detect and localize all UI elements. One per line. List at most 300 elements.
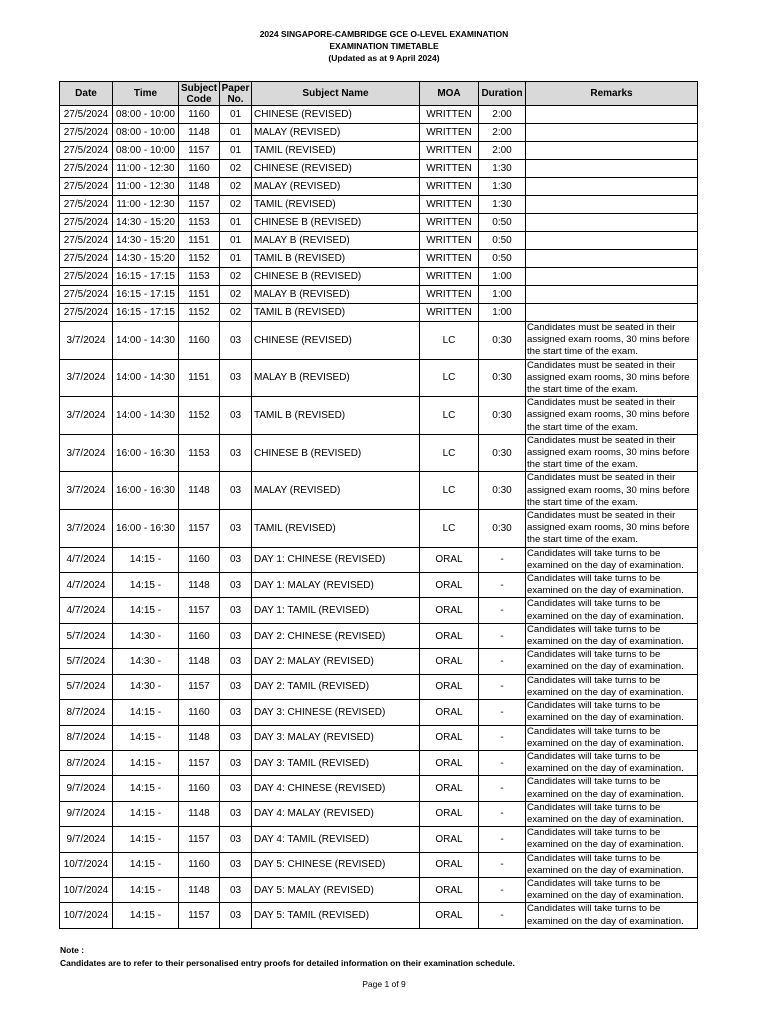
cell-subject-code: 1148 (179, 472, 220, 510)
cell-remarks: Candidates will take turns to be examined on the day of examination. (526, 573, 698, 598)
cell-paper-no: 03 (220, 510, 252, 548)
cell-time: 08:00 - 10:00 (113, 142, 179, 160)
cell-time: 16:15 - 17:15 (113, 268, 179, 286)
cell-subject-code: 1153 (179, 434, 220, 472)
cell-subject-name: CHINESE (REVISED) (252, 160, 420, 178)
cell-duration: 2:00 (479, 124, 526, 142)
cell-time: 14:00 - 14:30 (113, 359, 179, 397)
cell-remarks (526, 250, 698, 268)
cell-subject-code: 1157 (179, 750, 220, 775)
table-row (60, 397, 698, 435)
cell-subject-name: DAY 4: CHINESE (REVISED) (252, 776, 420, 801)
cell-duration: 1:00 (479, 268, 526, 286)
cell-moa: ORAL (420, 700, 479, 725)
cell-paper-no: 03 (220, 649, 252, 674)
cell-moa: ORAL (420, 598, 479, 623)
cell-subject-code: 1157 (179, 510, 220, 548)
cell-duration: - (479, 623, 526, 648)
cell-subject-name: TAMIL B (REVISED) (252, 250, 420, 268)
cell-subject-code: 1160 (179, 623, 220, 648)
cell-duration: - (479, 674, 526, 699)
cell-remarks: Candidates will take turns to be examined on the day of examination. (526, 877, 698, 902)
cell-date: 9/7/2024 (60, 801, 113, 826)
table-row (60, 106, 698, 124)
table-row (60, 903, 698, 928)
cell-moa: WRITTEN (420, 178, 479, 196)
table-row (60, 322, 698, 360)
table-header-row (60, 82, 698, 106)
cell-date: 5/7/2024 (60, 623, 113, 648)
cell-paper-no: 02 (220, 160, 252, 178)
table-row (60, 250, 698, 268)
note-title: Note : (60, 945, 85, 955)
cell-remarks: Candidates will take turns to be examined on the day of examination. (526, 903, 698, 928)
table-row (60, 598, 698, 623)
cell-date: 8/7/2024 (60, 725, 113, 750)
cell-subject-name: MALAY B (REVISED) (252, 359, 420, 397)
cell-remarks (526, 142, 698, 160)
cell-date: 8/7/2024 (60, 750, 113, 775)
cell-paper-no: 03 (220, 623, 252, 648)
table-row (60, 214, 698, 232)
cell-time: 14:15 - (113, 776, 179, 801)
cell-moa: WRITTEN (420, 106, 479, 124)
cell-subject-name: MALAY (REVISED) (252, 124, 420, 142)
cell-subject-code: 1157 (179, 903, 220, 928)
cell-paper-no: 03 (220, 877, 252, 902)
cell-subject-name: DAY 4: MALAY (REVISED) (252, 801, 420, 826)
cell-remarks (526, 160, 698, 178)
cell-time: 14:30 - (113, 649, 179, 674)
cell-duration: 0:30 (479, 510, 526, 548)
cell-paper-no: 03 (220, 903, 252, 928)
cell-subject-name: DAY 1: MALAY (REVISED) (252, 573, 420, 598)
cell-remarks (526, 214, 698, 232)
cell-duration: 1:00 (479, 304, 526, 322)
cell-date: 3/7/2024 (60, 397, 113, 435)
cell-duration: 1:30 (479, 160, 526, 178)
cell-paper-no: 03 (220, 472, 252, 510)
cell-remarks: Candidates must be seated in their assigned exam rooms, 30 mins before the start time of the exam. (526, 472, 698, 510)
cell-subject-name: DAY 2: TAMIL (REVISED) (252, 674, 420, 699)
cell-time: 08:00 - 10:00 (113, 106, 179, 124)
cell-remarks: Candidates will take turns to be examined on the day of examination. (526, 674, 698, 699)
cell-remarks (526, 178, 698, 196)
cell-paper-no: 01 (220, 232, 252, 250)
cell-duration: - (479, 903, 526, 928)
timetable-table (59, 81, 698, 929)
table-row (60, 776, 698, 801)
cell-duration: - (479, 598, 526, 623)
cell-subject-code: 1160 (179, 776, 220, 801)
cell-duration: - (479, 801, 526, 826)
cell-subject-name: TAMIL B (REVISED) (252, 304, 420, 322)
cell-remarks: Candidates will take turns to be examined on the day of examination. (526, 750, 698, 775)
cell-duration: - (479, 649, 526, 674)
cell-subject-code: 1151 (179, 359, 220, 397)
cell-duration: 0:50 (479, 214, 526, 232)
cell-moa: WRITTEN (420, 286, 479, 304)
table-row (60, 124, 698, 142)
table-row (60, 852, 698, 877)
cell-subject-name: TAMIL B (REVISED) (252, 397, 420, 435)
cell-paper-no: 01 (220, 106, 252, 124)
cell-subject-code: 1148 (179, 877, 220, 902)
cell-time: 14:30 - 15:20 (113, 232, 179, 250)
cell-moa: ORAL (420, 852, 479, 877)
cell-paper-no: 03 (220, 322, 252, 360)
cell-moa: ORAL (420, 750, 479, 775)
cell-subject-name: DAY 1: TAMIL (REVISED) (252, 598, 420, 623)
cell-paper-no: 03 (220, 397, 252, 435)
cell-remarks: Candidates will take turns to be examined on the day of examination. (526, 623, 698, 648)
cell-remarks (526, 304, 698, 322)
cell-remarks (526, 232, 698, 250)
cell-paper-no: 02 (220, 178, 252, 196)
table-row (60, 649, 698, 674)
cell-subject-name: CHINESE (REVISED) (252, 322, 420, 360)
cell-moa: WRITTEN (420, 250, 479, 268)
table-row (60, 547, 698, 572)
cell-time: 14:15 - (113, 573, 179, 598)
cell-subject-name: TAMIL (REVISED) (252, 510, 420, 548)
cell-remarks: Candidates will take turns to be examined on the day of examination. (526, 700, 698, 725)
cell-paper-no: 03 (220, 547, 252, 572)
cell-duration: - (479, 852, 526, 877)
cell-moa: ORAL (420, 623, 479, 648)
cell-moa: ORAL (420, 573, 479, 598)
cell-date: 27/5/2024 (60, 142, 113, 160)
table-row (60, 750, 698, 775)
cell-remarks: Candidates will take turns to be examined on the day of examination. (526, 725, 698, 750)
cell-moa: WRITTEN (420, 268, 479, 286)
cell-moa: LC (420, 322, 479, 360)
cell-duration: 0:50 (479, 250, 526, 268)
cell-subject-name: CHINESE (REVISED) (252, 106, 420, 124)
cell-paper-no: 02 (220, 268, 252, 286)
cell-subject-name: MALAY B (REVISED) (252, 232, 420, 250)
cell-subject-code: 1160 (179, 700, 220, 725)
table-row (60, 700, 698, 725)
note-section (60, 944, 515, 970)
cell-subject-code: 1157 (179, 674, 220, 699)
cell-remarks: Candidates will take turns to be examined on the day of examination. (526, 649, 698, 674)
cell-duration: 0:50 (479, 232, 526, 250)
cell-time: 14:00 - 14:30 (113, 397, 179, 435)
cell-time: 16:00 - 16:30 (113, 434, 179, 472)
cell-subject-code: 1148 (179, 124, 220, 142)
table-row (60, 359, 698, 397)
cell-paper-no: 03 (220, 434, 252, 472)
cell-subject-code: 1152 (179, 250, 220, 268)
cell-subject-name: DAY 5: MALAY (REVISED) (252, 877, 420, 902)
cell-subject-code: 1160 (179, 852, 220, 877)
table-row (60, 232, 698, 250)
cell-remarks (526, 268, 698, 286)
cell-subject-name: MALAY B (REVISED) (252, 286, 420, 304)
cell-subject-code: 1157 (179, 827, 220, 852)
cell-subject-code: 1157 (179, 598, 220, 623)
table-row (60, 674, 698, 699)
cell-date: 5/7/2024 (60, 674, 113, 699)
cell-remarks: Candidates must be seated in their assigned exam rooms, 30 mins before the start time of the exam. (526, 434, 698, 472)
cell-remarks: Candidates will take turns to be examined on the day of examination. (526, 801, 698, 826)
cell-duration: - (479, 700, 526, 725)
cell-date: 3/7/2024 (60, 359, 113, 397)
cell-paper-no: 03 (220, 750, 252, 775)
table-row (60, 286, 698, 304)
cell-subject-name: DAY 5: TAMIL (REVISED) (252, 903, 420, 928)
cell-date: 4/7/2024 (60, 573, 113, 598)
cell-subject-code: 1160 (179, 322, 220, 360)
table-row (60, 725, 698, 750)
cell-time: 16:15 - 17:15 (113, 304, 179, 322)
cell-moa: WRITTEN (420, 232, 479, 250)
page-number: Page 1 of 9 (362, 979, 406, 989)
table-row (60, 801, 698, 826)
cell-duration: - (479, 827, 526, 852)
cell-time: 14:15 - (113, 827, 179, 852)
cell-paper-no: 01 (220, 124, 252, 142)
cell-duration: 0:30 (479, 434, 526, 472)
cell-subject-name: CHINESE B (REVISED) (252, 214, 420, 232)
cell-remarks: Candidates must be seated in their assigned exam rooms, 30 mins before the start time of the exam. (526, 359, 698, 397)
cell-subject-code: 1157 (179, 142, 220, 160)
cell-time: 08:00 - 10:00 (113, 124, 179, 142)
table-row (60, 268, 698, 286)
cell-subject-name: CHINESE B (REVISED) (252, 434, 420, 472)
cell-subject-code: 1153 (179, 268, 220, 286)
cell-subject-name: DAY 3: TAMIL (REVISED) (252, 750, 420, 775)
cell-moa: LC (420, 359, 479, 397)
table-row (60, 472, 698, 510)
cell-subject-name: CHINESE B (REVISED) (252, 268, 420, 286)
cell-moa: WRITTEN (420, 304, 479, 322)
cell-time: 16:00 - 16:30 (113, 510, 179, 548)
cell-remarks: Candidates will take turns to be examined on the day of examination. (526, 598, 698, 623)
cell-date: 10/7/2024 (60, 903, 113, 928)
column-header-subject-code: Subject Code (179, 82, 220, 106)
cell-subject-name: TAMIL (REVISED) (252, 196, 420, 214)
cell-paper-no: 02 (220, 286, 252, 304)
cell-moa: WRITTEN (420, 196, 479, 214)
cell-paper-no: 03 (220, 776, 252, 801)
cell-date: 27/5/2024 (60, 286, 113, 304)
cell-subject-code: 1151 (179, 232, 220, 250)
table-row (60, 573, 698, 598)
cell-paper-no: 03 (220, 674, 252, 699)
column-header-remarks: Remarks (526, 82, 698, 106)
cell-time: 14:30 - (113, 623, 179, 648)
cell-remarks: Candidates will take turns to be examined on the day of examination. (526, 852, 698, 877)
cell-moa: LC (420, 472, 479, 510)
cell-duration: - (479, 725, 526, 750)
cell-moa: ORAL (420, 547, 479, 572)
cell-duration: 0:30 (479, 359, 526, 397)
cell-moa: ORAL (420, 877, 479, 902)
cell-duration: 0:30 (479, 397, 526, 435)
column-header-subject-name: Subject Name (252, 82, 420, 106)
cell-remarks (526, 196, 698, 214)
cell-time: 14:15 - (113, 903, 179, 928)
cell-paper-no: 03 (220, 700, 252, 725)
cell-paper-no: 02 (220, 304, 252, 322)
document-header (0, 28, 768, 64)
cell-subject-name: DAY 5: CHINESE (REVISED) (252, 852, 420, 877)
cell-paper-no: 03 (220, 573, 252, 598)
cell-moa: ORAL (420, 776, 479, 801)
cell-subject-name: TAMIL (REVISED) (252, 142, 420, 160)
cell-moa: ORAL (420, 903, 479, 928)
note-text: Candidates are to refer to their personalised entry proofs for detailed information on their examination schedule. (60, 958, 515, 968)
cell-moa: ORAL (420, 674, 479, 699)
cell-moa: ORAL (420, 827, 479, 852)
cell-time: 11:00 - 12:30 (113, 160, 179, 178)
cell-paper-no: 01 (220, 142, 252, 160)
cell-duration: - (479, 750, 526, 775)
timetable-title: EXAMINATION TIMETABLE (329, 41, 439, 51)
cell-duration: 0:30 (479, 472, 526, 510)
cell-time: 11:00 - 12:30 (113, 178, 179, 196)
cell-time: 14:15 - (113, 700, 179, 725)
cell-subject-name: DAY 1: CHINESE (REVISED) (252, 547, 420, 572)
cell-paper-no: 03 (220, 801, 252, 826)
cell-date: 27/5/2024 (60, 250, 113, 268)
table-row (60, 196, 698, 214)
cell-date: 3/7/2024 (60, 472, 113, 510)
cell-time: 11:00 - 12:30 (113, 196, 179, 214)
cell-moa: LC (420, 397, 479, 435)
cell-subject-name: DAY 3: MALAY (REVISED) (252, 725, 420, 750)
cell-paper-no: 01 (220, 250, 252, 268)
cell-subject-code: 1152 (179, 304, 220, 322)
cell-duration: - (479, 776, 526, 801)
cell-subject-code: 1160 (179, 160, 220, 178)
cell-time: 14:15 - (113, 750, 179, 775)
table-row (60, 178, 698, 196)
cell-date: 4/7/2024 (60, 547, 113, 572)
cell-date: 10/7/2024 (60, 852, 113, 877)
cell-time: 14:30 - (113, 674, 179, 699)
table-row (60, 304, 698, 322)
cell-date: 5/7/2024 (60, 649, 113, 674)
table-row (60, 142, 698, 160)
cell-date: 27/5/2024 (60, 304, 113, 322)
cell-moa: ORAL (420, 649, 479, 674)
cell-duration: - (479, 573, 526, 598)
cell-time: 16:00 - 16:30 (113, 472, 179, 510)
cell-date: 10/7/2024 (60, 877, 113, 902)
cell-time: 14:30 - 15:20 (113, 214, 179, 232)
cell-subject-name: MALAY (REVISED) (252, 178, 420, 196)
cell-duration: 0:30 (479, 322, 526, 360)
column-header-paper-no: Paper No. (220, 82, 252, 106)
cell-time: 14:30 - 15:20 (113, 250, 179, 268)
cell-duration: 2:00 (479, 106, 526, 124)
cell-date: 27/5/2024 (60, 124, 113, 142)
cell-subject-code: 1148 (179, 725, 220, 750)
cell-time: 14:00 - 14:30 (113, 322, 179, 360)
cell-date: 27/5/2024 (60, 160, 113, 178)
cell-time: 14:15 - (113, 725, 179, 750)
cell-subject-code: 1148 (179, 649, 220, 674)
cell-date: 27/5/2024 (60, 232, 113, 250)
cell-date: 27/5/2024 (60, 214, 113, 232)
cell-remarks: Candidates will take turns to be examined on the day of examination. (526, 827, 698, 852)
cell-moa: WRITTEN (420, 160, 479, 178)
table-row (60, 510, 698, 548)
cell-time: 14:15 - (113, 547, 179, 572)
column-header-date: Date (60, 82, 113, 106)
cell-moa: LC (420, 510, 479, 548)
cell-date: 8/7/2024 (60, 700, 113, 725)
table-row (60, 623, 698, 648)
table-row (60, 160, 698, 178)
cell-date: 27/5/2024 (60, 178, 113, 196)
cell-date: 3/7/2024 (60, 434, 113, 472)
cell-subject-code: 1160 (179, 106, 220, 124)
cell-subject-name: DAY 2: CHINESE (REVISED) (252, 623, 420, 648)
cell-paper-no: 02 (220, 196, 252, 214)
cell-moa: WRITTEN (420, 124, 479, 142)
cell-subject-name: MALAY (REVISED) (252, 472, 420, 510)
cell-date: 4/7/2024 (60, 598, 113, 623)
cell-moa: WRITTEN (420, 214, 479, 232)
cell-subject-code: 1160 (179, 547, 220, 572)
cell-paper-no: 03 (220, 827, 252, 852)
cell-subject-code: 1157 (179, 196, 220, 214)
column-header-duration: Duration (479, 82, 526, 106)
cell-subject-name: DAY 2: MALAY (REVISED) (252, 649, 420, 674)
cell-moa: WRITTEN (420, 142, 479, 160)
cell-time: 14:15 - (113, 877, 179, 902)
cell-paper-no: 03 (220, 852, 252, 877)
cell-paper-no: 03 (220, 598, 252, 623)
table-row (60, 827, 698, 852)
cell-date: 27/5/2024 (60, 196, 113, 214)
cell-subject-code: 1148 (179, 178, 220, 196)
table-row (60, 877, 698, 902)
cell-subject-code: 1148 (179, 573, 220, 598)
cell-remarks (526, 124, 698, 142)
cell-subject-name: DAY 3: CHINESE (REVISED) (252, 700, 420, 725)
cell-remarks: Candidates will take turns to be examined on the day of examination. (526, 547, 698, 572)
table-row (60, 434, 698, 472)
cell-subject-code: 1153 (179, 214, 220, 232)
cell-paper-no: 03 (220, 725, 252, 750)
cell-paper-no: 01 (220, 214, 252, 232)
cell-time: 14:15 - (113, 801, 179, 826)
cell-duration: - (479, 547, 526, 572)
cell-date: 3/7/2024 (60, 322, 113, 360)
cell-duration: 1:30 (479, 178, 526, 196)
cell-subject-name: DAY 4: TAMIL (REVISED) (252, 827, 420, 852)
cell-remarks: Candidates must be seated in their assigned exam rooms, 30 mins before the start time of the exam. (526, 322, 698, 360)
cell-date: 3/7/2024 (60, 510, 113, 548)
timetable-body (60, 106, 698, 929)
cell-moa: ORAL (420, 801, 479, 826)
cell-duration: - (479, 877, 526, 902)
cell-moa: ORAL (420, 725, 479, 750)
cell-date: 9/7/2024 (60, 776, 113, 801)
column-header-time: Time (113, 82, 179, 106)
cell-time: 14:15 - (113, 598, 179, 623)
cell-remarks: Candidates must be seated in their assigned exam rooms, 30 mins before the start time of the exam. (526, 510, 698, 548)
cell-duration: 1:00 (479, 286, 526, 304)
cell-date: 9/7/2024 (60, 827, 113, 852)
cell-subject-code: 1152 (179, 397, 220, 435)
column-header-moa: MOA (420, 82, 479, 106)
